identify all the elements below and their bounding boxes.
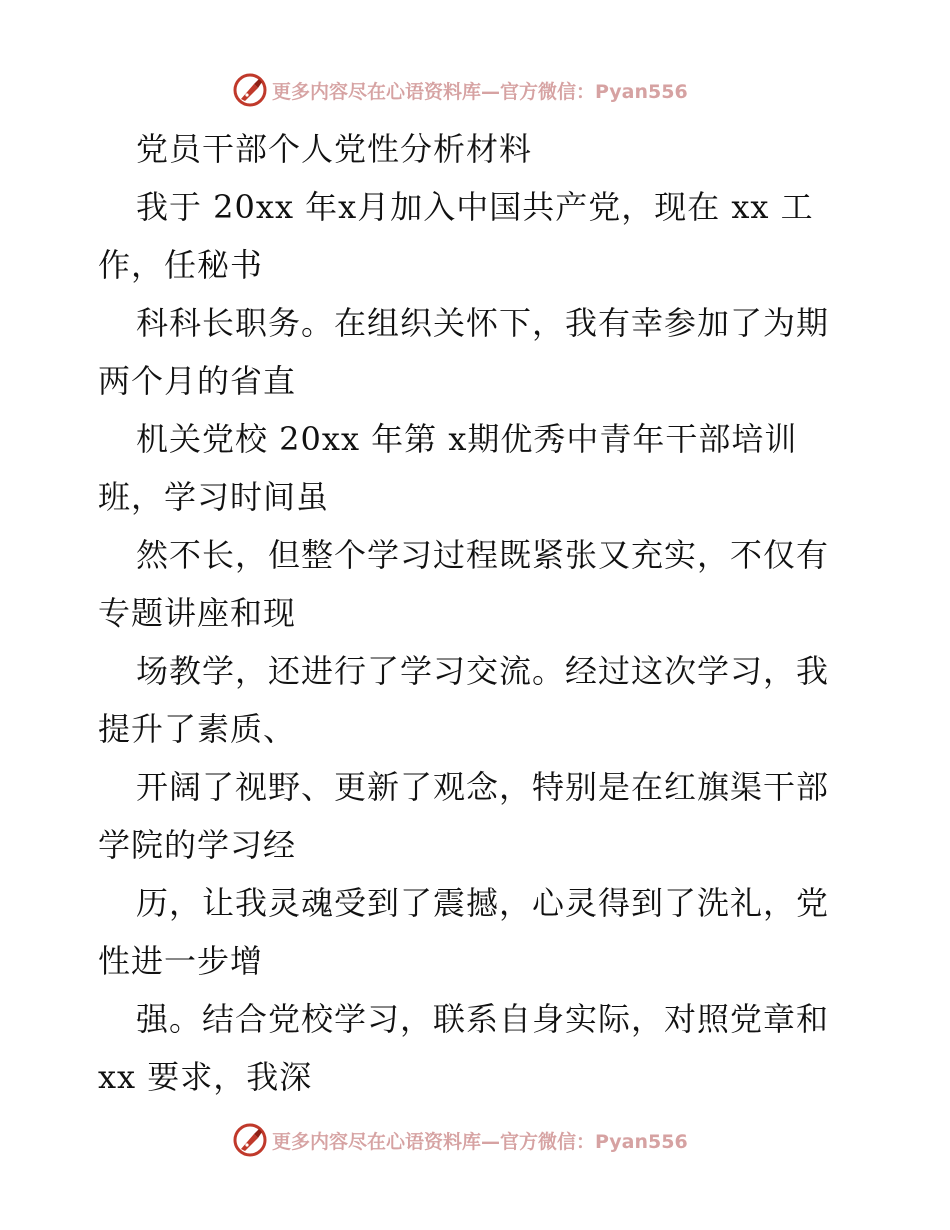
paragraph-line: 强。结合党校学习，联系自身实际，对照党章和 bbox=[136, 1000, 830, 1038]
paragraph-line: 历，让我灵魂受到了震撼，心灵得到了洗礼，党 bbox=[136, 884, 830, 922]
paragraph-line: 两个月的省直 bbox=[98, 362, 297, 400]
watermark-banner-top bbox=[232, 70, 752, 110]
paragraph-line: 我于 20xx 年x月加入中国共产党，现在 xx 工 bbox=[136, 188, 814, 226]
watermark-text: 更多内容尽在心语资料库—官方微信：Pyan556 bbox=[272, 1130, 688, 1153]
paragraph-line: 作，任秘书 bbox=[98, 246, 264, 284]
document-title: 党员干部个人党性分析材料 bbox=[136, 130, 533, 168]
paragraph-line: 学院的学习经 bbox=[98, 826, 297, 864]
pen-nib-logo-icon bbox=[232, 72, 268, 108]
paragraph-line: 开阔了视野、更新了观念，特别是在红旗渠干部 bbox=[136, 768, 830, 806]
paragraph-line: 性进一步增 bbox=[98, 942, 264, 980]
paragraph-line: xx 要求，我深 bbox=[98, 1058, 313, 1096]
paragraph-line: 专题讲座和现 bbox=[98, 594, 297, 632]
paragraph-line: 提升了素质、 bbox=[98, 710, 297, 748]
paragraph-line: 场教学，还进行了学习交流。经过这次学习，我 bbox=[136, 652, 830, 690]
watermark-banner-bottom bbox=[232, 1120, 752, 1160]
pen-nib-logo-icon bbox=[232, 1122, 268, 1158]
paragraph-line: 然不长，但整个学习过程既紧张又充实，不仅有 bbox=[136, 536, 830, 574]
paragraph-line: 机关党校 20xx 年第 x期优秀中青年干部培训 bbox=[136, 420, 798, 458]
paragraph-line: 班，学习时间虽 bbox=[98, 478, 330, 516]
watermark-text: 更多内容尽在心语资料库—官方微信：Pyan556 bbox=[272, 80, 688, 103]
document-body bbox=[98, 120, 858, 1106]
paragraph-line: 科科长职务。在组织关怀下，我有幸参加了为期 bbox=[136, 304, 830, 342]
